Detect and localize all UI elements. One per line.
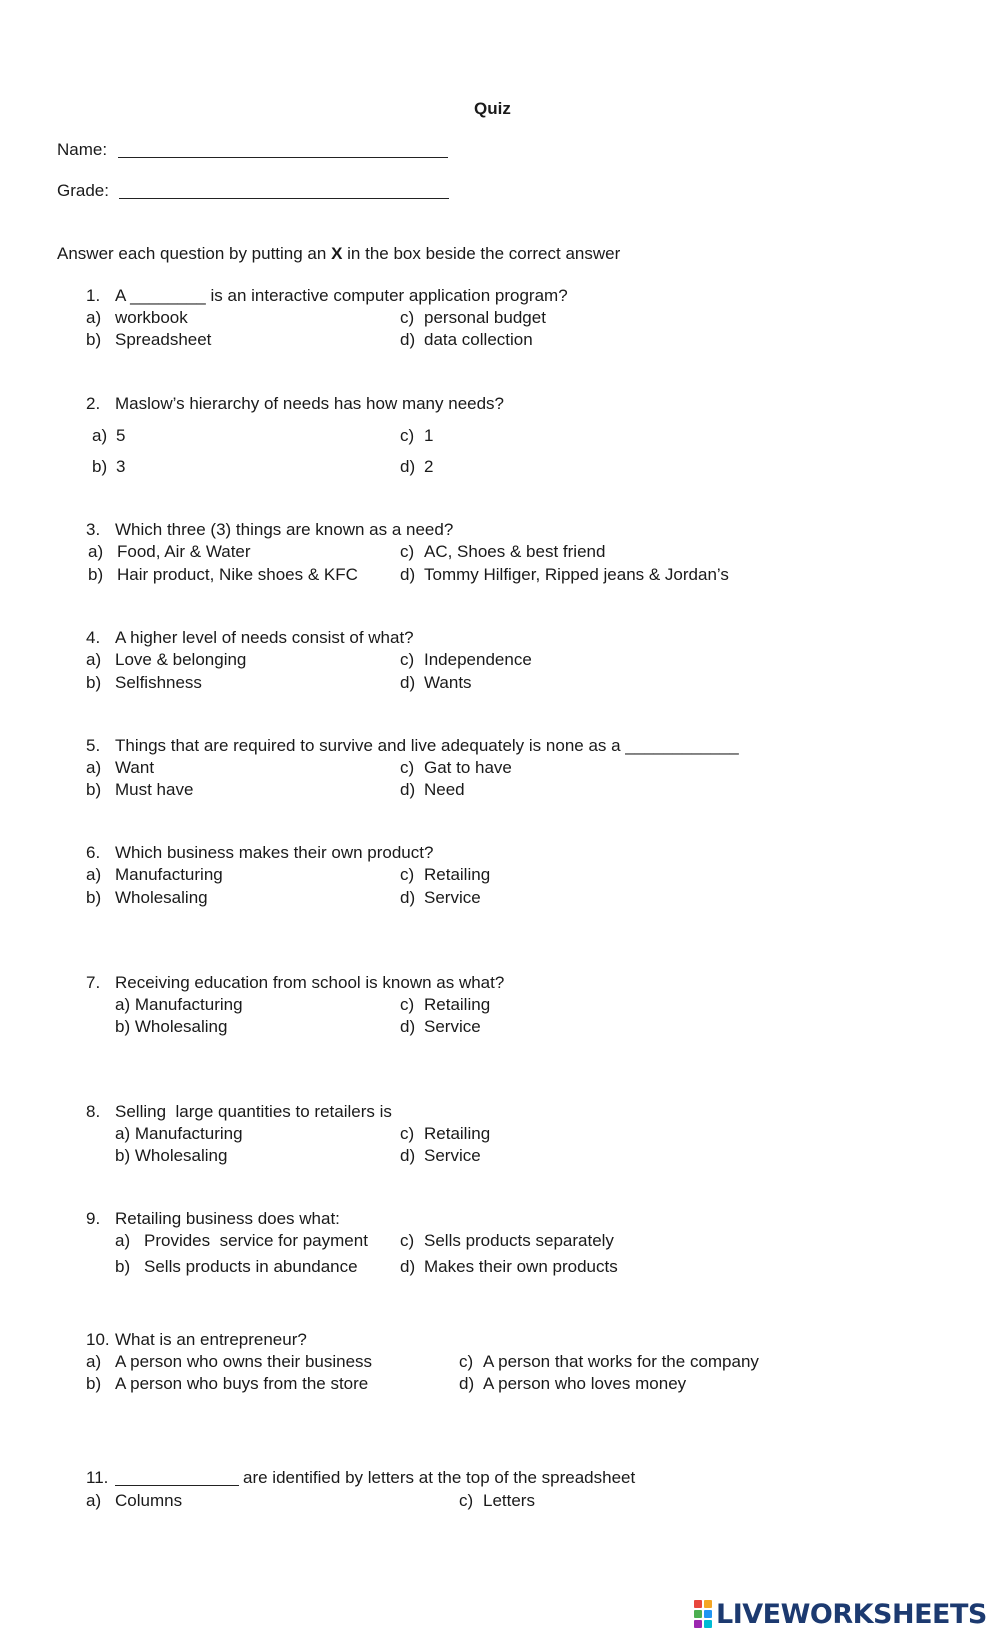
option-b[interactable]: b) 3	[92, 457, 126, 476]
option-c[interactable]: c) Retailing	[400, 995, 491, 1014]
option-d[interactable]: d) Wants	[400, 673, 472, 692]
option-d[interactable]: d) data collection	[400, 330, 533, 349]
option-a[interactable]: a) Columns	[86, 1491, 183, 1510]
question-text: Selling large quantities to retailers is	[115, 1102, 392, 1121]
grade-field[interactable]	[119, 182, 449, 199]
question-number: 8.	[86, 1102, 101, 1121]
logo-square	[704, 1620, 712, 1628]
option-a[interactable]: a) Food, Air & Water	[88, 542, 251, 561]
question-text: What is an entrepreneur?	[115, 1330, 307, 1349]
question-number: 6.	[86, 843, 101, 862]
question-number: 10.	[86, 1330, 110, 1349]
question-number: 2.	[86, 394, 101, 413]
answer-blank[interactable]	[115, 1469, 239, 1486]
question-number: 4.	[86, 628, 101, 647]
option-c[interactable]: c) Letters	[459, 1491, 535, 1510]
option-b[interactable]: b) Hair product, Nike shoes & KFC	[88, 565, 358, 584]
question-text: Which business makes their own product?	[115, 843, 434, 862]
option-b[interactable]: b) Selfishness	[86, 673, 202, 692]
name-label: Name:	[57, 140, 108, 159]
option-d[interactable]: d) Service	[400, 1146, 481, 1165]
option-a[interactable]: a) A person who owns their business	[86, 1352, 373, 1371]
logo-square	[694, 1620, 702, 1628]
question-text: are identified by letters at the top of the spreadsheet	[243, 1468, 636, 1487]
page-title: Quiz	[474, 99, 511, 118]
option-b[interactable]: b) Spreadsheet	[86, 330, 212, 349]
question-text: Maslow’s hierarchy of needs has how many needs?	[115, 394, 505, 413]
instructions: Answer each question by putting an X in the box beside the correct answer	[57, 244, 621, 263]
option-a[interactable]: a) Provides service for payment	[115, 1231, 368, 1250]
option-c[interactable]: c) AC, Shoes & best friend	[400, 542, 606, 561]
question-text: A ________ is an interactive computer application program?	[115, 286, 568, 305]
option-b[interactable]: b) Wholesaling	[86, 888, 208, 907]
name-field[interactable]	[118, 141, 448, 158]
question-text: A higher level of needs consist of what?	[115, 628, 414, 647]
question-number: 1.	[86, 286, 101, 305]
option-d[interactable]: d) Need	[400, 780, 465, 799]
question-number: 5.	[86, 736, 101, 755]
option-b[interactable]: b) Must have	[86, 780, 194, 799]
option-b[interactable]: b) A person who buys from the store	[86, 1374, 369, 1393]
option-a[interactable]: a) Manufacturing	[115, 1124, 243, 1143]
option-b[interactable]: b) Sells products in abundance	[115, 1257, 358, 1276]
logo-square	[704, 1600, 712, 1608]
question-text: Retailing business does what:	[115, 1209, 340, 1228]
option-a[interactable]: a) workbook	[86, 308, 188, 327]
option-c[interactable]: c) Independence	[400, 650, 532, 669]
logo-square	[694, 1600, 702, 1608]
option-c[interactable]: c) personal budget	[400, 308, 546, 327]
option-a[interactable]: a) 5	[92, 426, 126, 445]
option-c[interactable]: c) Retailing	[400, 1124, 491, 1143]
logo-square	[694, 1610, 702, 1618]
option-d[interactable]: d) Service	[400, 888, 481, 907]
question-text: Which three (3) things are known as a need?	[115, 520, 454, 539]
liveworksheets-logo	[694, 1600, 987, 1628]
option-c[interactable]: c) Sells products separately	[400, 1231, 614, 1250]
option-a[interactable]: a) Love & belonging	[86, 650, 247, 669]
question-number: 3.	[86, 520, 101, 539]
logo-text: LIVEWORKSHEETS	[716, 1598, 987, 1630]
option-c[interactable]: c) A person that works for the company	[459, 1352, 759, 1371]
option-d[interactable]: d) Tommy Hilfiger, Ripped jeans & Jordan’s	[400, 565, 729, 584]
option-b[interactable]: b) Wholesaling	[115, 1146, 228, 1165]
option-d[interactable]: d) A person who loves money	[459, 1374, 687, 1393]
question-number: 7.	[86, 973, 101, 992]
option-a[interactable]: a) Manufacturing	[86, 865, 223, 884]
question-text: Things that are required to survive and live adequately is none as a ____________	[115, 736, 739, 755]
option-b[interactable]: b) Wholesaling	[115, 1017, 228, 1036]
question-number: 11.	[86, 1468, 109, 1487]
option-d[interactable]: d) Makes their own products	[400, 1257, 618, 1276]
grade-label: Grade:	[57, 181, 109, 200]
option-c[interactable]: c) Retailing	[400, 865, 491, 884]
option-a[interactable]: a) Manufacturing	[115, 995, 243, 1014]
option-c[interactable]: c) Gat to have	[400, 758, 512, 777]
question-number: 9.	[86, 1209, 101, 1228]
option-a[interactable]: a) Want	[86, 758, 155, 777]
option-d[interactable]: d) Service	[400, 1017, 481, 1036]
option-c[interactable]: c) 1	[400, 426, 434, 445]
logo-mark-icon	[694, 1600, 712, 1628]
question-text: Receiving education from school is known as what?	[115, 973, 505, 992]
logo-square	[704, 1610, 712, 1618]
option-d[interactable]: d) 2	[400, 457, 434, 476]
